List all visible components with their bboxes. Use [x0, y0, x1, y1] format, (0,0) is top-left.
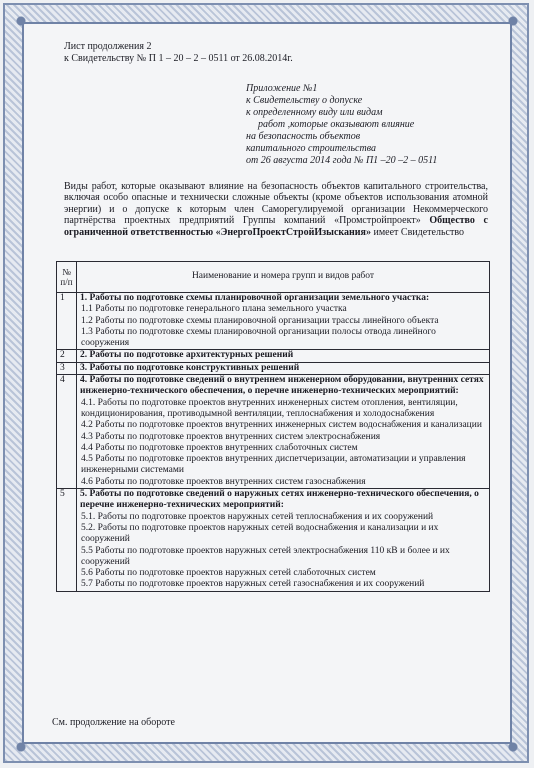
work-item: 1.2 Работы по подготовке схемы планировочной организации трассы линейного объекта: [81, 315, 439, 326]
table-row: [57, 293, 490, 350]
group-title: 1. Работы по подготовке схемы планировочной организации земельного участка:: [80, 293, 430, 303]
work-item: 4.1. Работы по подготовке проектов внутренних инженерных систем отопления, вентиляции, кондиционирования, противодымной вентиляции, теплоснабжения и холодоснабжения: [81, 397, 458, 419]
group-title: 3. Работы по подготовке конструктивных решений: [80, 362, 300, 373]
work-item: 4.3 Работы по подготовке проектов внутренних систем электроснабжения: [81, 431, 381, 442]
group-number: 5: [57, 489, 77, 592]
work-item: 5.6 Работы по подготовке проектов наружных сетей слаботочных систем: [81, 568, 376, 579]
corner-ornament: [502, 736, 524, 758]
appendix-line: Приложение №1: [246, 83, 318, 94]
work-item: 1.1 Работы по подготовке генерального плана земельного участка: [81, 304, 347, 315]
work-item: 5.1. Работы по подготовке проектов наружных сетей теплоснабжения и их сооружений: [81, 511, 434, 522]
table-row: [57, 362, 490, 374]
group-content: [77, 489, 490, 592]
work-item: 4.5 Работы по подготовке проектов внутренних диспетчеризации, автоматизации и управления инженерными системами: [81, 454, 466, 476]
appendix-line: к определенному виду или видам: [246, 107, 383, 118]
intro-text: Виды работ, которые оказывают влияние на безопасность объектов капитального строительства, включая особо опасные и технически сложные объекты (кроме объектов использования атомной энергии) и о допуске к которым член Саморегулируемой организации Некоммерческого партнёрства проектных предприятий Группы компаний «Промстройпроект»: [64, 181, 488, 227]
appendix-line: от 26 августа 2014 года № П1 –20 –2 – 0511: [246, 155, 438, 166]
group-title: 5. Работы по подготовке сведений о наружных сетях инженерно-технического обеспечения, о перечне инженерно-технических мероприятий:: [80, 489, 479, 511]
column-header-number: № п/п: [57, 262, 77, 293]
group-number: 3: [57, 362, 77, 374]
work-item: 5.7 Работы по подготовке проектов наружных сетей газоснабжения и их сооружений: [81, 579, 425, 590]
appendix-line: работ ,которые оказывают влияние: [258, 119, 415, 130]
intro-suffix: имеет Свидетельство: [373, 226, 464, 238]
appendix-line: к Свидетельству о допуске: [246, 95, 363, 106]
corner-ornament: [10, 10, 32, 32]
continuation-note: См. продолжение на обороте: [52, 717, 175, 728]
group-content: [77, 375, 490, 489]
table-header-row: [57, 262, 490, 293]
table-row: [57, 375, 490, 489]
group-title: 2. Работы по подготовке архитектурных решений: [80, 350, 294, 361]
table-row: [57, 489, 490, 592]
works-table: [56, 261, 490, 592]
work-item: 4.6 Работы по подготовке проектов внутренних систем газоснабжения: [81, 476, 366, 487]
work-item: 5.2. Работы по подготовке проектов наружных сетей водоснабжения и канализации и их сооружений: [81, 522, 439, 545]
group-content: [77, 350, 490, 362]
corner-ornament: [10, 736, 32, 758]
work-item: 4.2 Работы по подготовке проектов внутренних инженерных систем водоснабжения и канализации: [81, 420, 482, 431]
group-title: 4. Работы по подготовке сведений о внутреннем инженерном оборудовании, внутренних сетях инженерно-технического обеспечения, о перечне инженерно-технических мероприятий:: [80, 375, 484, 397]
work-item: 1.3 Работы по подготовке схемы планировочной организации полосы отвода линейного сооружения: [81, 326, 436, 349]
column-header-name: Наименование и номера групп и видов работ: [77, 262, 490, 293]
table-row: [57, 350, 490, 362]
corner-ornament: [502, 10, 524, 32]
sheet-number: Лист продолжения 2: [64, 41, 152, 52]
company-name: Общество с ограниченной ответственностью «ЭнергоПроектСтройИзыскания»: [64, 215, 488, 238]
group-number: 4: [57, 375, 77, 489]
group-content: [77, 362, 490, 374]
group-number: 2: [57, 350, 77, 362]
work-item: 5.5 Работы по подготовке проектов наружных сетей электроснабжения 110 кВ и более и их сооружений: [81, 545, 450, 567]
appendix-line: капитального строительства: [246, 143, 376, 154]
appendix-line: на безопасность объектов: [246, 131, 361, 142]
group-number: 1: [57, 293, 77, 350]
certificate-reference: к Свидетельству № П 1 – 20 – 2 – 0511 от 26.08.2014г.: [64, 53, 293, 64]
group-content: [77, 293, 490, 350]
intro-paragraph: [64, 181, 488, 238]
work-item: 4.4 Работы по подготовке проектов внутренних слаботочных систем: [81, 442, 358, 453]
